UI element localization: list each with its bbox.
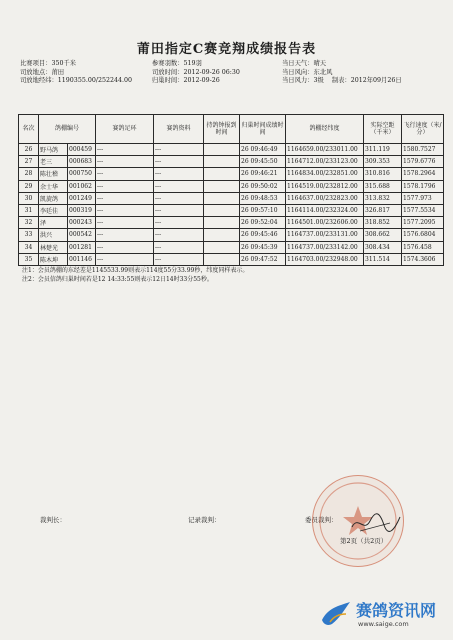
cell-coords: 1164659.00/233011.00 bbox=[286, 144, 364, 156]
cell-ring: --- bbox=[96, 144, 154, 156]
cell-distance: 315.688 bbox=[364, 180, 402, 192]
table-row bbox=[19, 241, 444, 253]
cell-coords: 1164703.00/232948.00 bbox=[286, 253, 364, 265]
cell-distance: 310.816 bbox=[364, 168, 402, 180]
cell-speed: 1578.1796 bbox=[402, 180, 444, 192]
cell-coords: 1164637.00/232823.00 bbox=[286, 192, 364, 204]
cell-ring: --- bbox=[96, 229, 154, 241]
cell-return: 26 09:46:21 bbox=[240, 168, 286, 180]
cell-loft: 000243 bbox=[68, 217, 96, 229]
cell-rank: 28 bbox=[19, 168, 39, 180]
cell-ring: --- bbox=[96, 192, 154, 204]
cell-clock bbox=[204, 253, 240, 265]
cell-speed: 1578.2964 bbox=[402, 168, 444, 180]
cell-ring: --- bbox=[96, 204, 154, 216]
cell-rank: 30 bbox=[19, 192, 39, 204]
cell-name: 陈壮稽 bbox=[39, 168, 68, 180]
cell-info: --- bbox=[154, 204, 204, 216]
cell-distance: 311.119 bbox=[364, 144, 402, 156]
release-time: 司放时间：2012-09-26 06:30 bbox=[152, 68, 240, 76]
table-header-row bbox=[19, 115, 444, 144]
watermark-brand: 赛鸽资讯网 bbox=[356, 601, 437, 620]
cell-rank: 32 bbox=[19, 217, 39, 229]
meta-middle bbox=[152, 60, 240, 86]
cell-ring: --- bbox=[96, 241, 154, 253]
cell-distance: 309.353 bbox=[364, 156, 402, 168]
cell-loft: 001146 bbox=[68, 253, 96, 265]
cell-rank: 27 bbox=[19, 156, 39, 168]
note-1: 注1：会员鸽棚的东经差是1145533.99则表示114度55分33.99秒，纬度同样表示。 bbox=[22, 267, 249, 274]
wind-force: 当日风力：3级 bbox=[282, 77, 324, 84]
cell-name: 陈木坤 bbox=[39, 253, 68, 265]
cell-info: --- bbox=[154, 168, 204, 180]
table-row bbox=[19, 180, 444, 192]
cell-clock bbox=[204, 217, 240, 229]
header-distance: 实际空距（千米） bbox=[364, 115, 402, 144]
cell-name: 余士华 bbox=[39, 180, 68, 192]
cell-clock bbox=[204, 180, 240, 192]
table-row bbox=[19, 253, 444, 265]
table-row bbox=[19, 192, 444, 204]
entries: 参赛羽数：519羽 bbox=[152, 60, 202, 67]
header-return-time: 归巢时间成绩时间 bbox=[240, 115, 286, 144]
cell-ring: --- bbox=[96, 156, 154, 168]
referee-signature-label: 裁判长： bbox=[40, 516, 66, 524]
weather: 当日天气：晴天 bbox=[282, 60, 327, 67]
header-ring: 赛鸽足环 bbox=[96, 115, 154, 144]
cell-return: 26 09:48:53 bbox=[240, 192, 286, 204]
cell-loft: 000319 bbox=[68, 204, 96, 216]
cell-rank: 26 bbox=[19, 144, 39, 156]
cell-loft: 001062 bbox=[68, 180, 96, 192]
cell-clock bbox=[204, 204, 240, 216]
header-coords: 鸽棚经纬度 bbox=[286, 115, 364, 144]
cell-clock bbox=[204, 168, 240, 180]
cell-clock bbox=[204, 241, 240, 253]
cell-rank: 31 bbox=[19, 204, 39, 216]
header-clock-time: 持鸽钟报到时间 bbox=[204, 115, 240, 144]
release-place: 司放地点：莆田 bbox=[20, 68, 65, 76]
cell-ring: --- bbox=[96, 180, 154, 192]
cell-info: --- bbox=[154, 180, 204, 192]
cell-return: 26 09:50:02 bbox=[240, 180, 286, 192]
cell-ring: --- bbox=[96, 168, 154, 180]
header-loft-no: 鸽棚编号 bbox=[39, 115, 96, 144]
cell-return: 26 09:52:04 bbox=[240, 217, 286, 229]
cell-coords: 1164519.00/232812.00 bbox=[286, 180, 364, 192]
recorder-signature-label: 记录裁判： bbox=[188, 516, 221, 524]
cell-return: 26 09:45:46 bbox=[240, 229, 286, 241]
cell-distance: 311.514 bbox=[364, 253, 402, 265]
cell-rank: 29 bbox=[19, 180, 39, 192]
release-coords: 司放地经纬：1190355.00/252244.00 bbox=[20, 77, 133, 84]
cell-coords: 1164834.00/232851.00 bbox=[286, 168, 364, 180]
race-item: 比赛项目：350千米 bbox=[20, 60, 77, 67]
cell-speed: 1577.973 bbox=[402, 192, 444, 204]
cell-loft: 001249 bbox=[68, 192, 96, 204]
table-row bbox=[19, 217, 444, 229]
cell-loft: 000683 bbox=[68, 156, 96, 168]
table-row bbox=[19, 156, 444, 168]
cell-name: 老三 bbox=[39, 156, 68, 168]
wind-direction: 当日风向：东北风 bbox=[282, 68, 333, 76]
results-table bbox=[18, 114, 444, 266]
cell-distance: 308.434 bbox=[364, 241, 402, 253]
return-time: 归巢时间：2012-09-26 bbox=[152, 77, 220, 84]
page-number: 第2页（共2页） bbox=[340, 537, 388, 545]
table-row bbox=[19, 229, 444, 241]
cell-name: 李廷佳 bbox=[39, 204, 68, 216]
cell-speed: 1579.6776 bbox=[402, 156, 444, 168]
cell-loft: 000459 bbox=[68, 144, 96, 156]
watermark-url: www.saige.com bbox=[358, 620, 409, 628]
header-speed: 飞行速度（米/分） bbox=[402, 115, 444, 144]
cell-distance: 313.832 bbox=[364, 192, 402, 204]
cell-rank: 34 bbox=[19, 241, 39, 253]
table-row bbox=[19, 204, 444, 216]
cell-clock bbox=[204, 156, 240, 168]
cell-speed: 1576.458 bbox=[402, 241, 444, 253]
handwritten-signature bbox=[350, 509, 402, 537]
cell-info: --- bbox=[154, 217, 204, 229]
header-rank: 名次 bbox=[19, 115, 39, 144]
wind-force-and-date bbox=[282, 77, 402, 86]
cell-info: --- bbox=[154, 156, 204, 168]
cell-ring: --- bbox=[96, 253, 154, 265]
cell-coords: 1164737.00/233131.00 bbox=[286, 229, 364, 241]
cell-return: 26 09:47:52 bbox=[240, 253, 286, 265]
cell-info: --- bbox=[154, 229, 204, 241]
cell-name: 泽 bbox=[39, 217, 68, 229]
cell-loft: 001281 bbox=[68, 241, 96, 253]
cell-distance: 318.852 bbox=[364, 217, 402, 229]
cell-speed: 1577.2095 bbox=[402, 217, 444, 229]
cell-clock bbox=[204, 192, 240, 204]
watermark bbox=[318, 598, 448, 634]
cell-return: 26 09:57:10 bbox=[240, 204, 286, 216]
header-pigeon-info: 赛鸽资料 bbox=[154, 115, 204, 144]
cell-return: 26 09:45:39 bbox=[240, 241, 286, 253]
cell-rank: 33 bbox=[19, 229, 39, 241]
cell-clock bbox=[204, 229, 240, 241]
cell-speed: 1576.6804 bbox=[402, 229, 444, 241]
cell-clock bbox=[204, 144, 240, 156]
cell-info: --- bbox=[154, 192, 204, 204]
cell-name: 野马鸽 bbox=[39, 144, 68, 156]
committee-signature-label: 委员裁判： bbox=[305, 516, 338, 524]
meta-right bbox=[282, 60, 402, 86]
cell-name: 林楚光 bbox=[39, 241, 68, 253]
note-2: 注2：会员信鸽归巢时间若是12 14:33:55则表示12日14时33分55秒。 bbox=[22, 276, 213, 283]
cell-info: --- bbox=[154, 241, 204, 253]
notes bbox=[22, 266, 248, 284]
table-row bbox=[19, 144, 444, 156]
cell-name: 洪兴 bbox=[39, 229, 68, 241]
cell-coords: 1164114.00/232324.00 bbox=[286, 204, 364, 216]
cell-speed: 1574.3606 bbox=[402, 253, 444, 265]
cell-return: 26 09:46:49 bbox=[240, 144, 286, 156]
cell-coords: 1164712.00/233123.00 bbox=[286, 156, 364, 168]
table-row bbox=[19, 168, 444, 180]
dove-logo-icon bbox=[318, 598, 354, 632]
cell-loft: 000750 bbox=[68, 168, 96, 180]
cell-speed: 1580.7527 bbox=[402, 144, 444, 156]
cell-name: 凯旋鸽 bbox=[39, 192, 68, 204]
cell-return: 26 09:45:50 bbox=[240, 156, 286, 168]
made-date: 制表：2012年09月26日 bbox=[331, 77, 402, 84]
cell-speed: 1577.5534 bbox=[402, 204, 444, 216]
cell-info: --- bbox=[154, 253, 204, 265]
cell-distance: 308.662 bbox=[364, 229, 402, 241]
cell-coords: 1164737.00/233142.00 bbox=[286, 241, 364, 253]
cell-rank: 35 bbox=[19, 253, 39, 265]
meta-left bbox=[20, 60, 132, 86]
cell-info: --- bbox=[154, 144, 204, 156]
cell-distance: 326.817 bbox=[364, 204, 402, 216]
report-title: 莆田指定C赛竞翔成绩报告表 bbox=[136, 42, 317, 57]
cell-loft: 000542 bbox=[68, 229, 96, 241]
cell-coords: 1164501.00/232606.00 bbox=[286, 217, 364, 229]
cell-ring: --- bbox=[96, 217, 154, 229]
